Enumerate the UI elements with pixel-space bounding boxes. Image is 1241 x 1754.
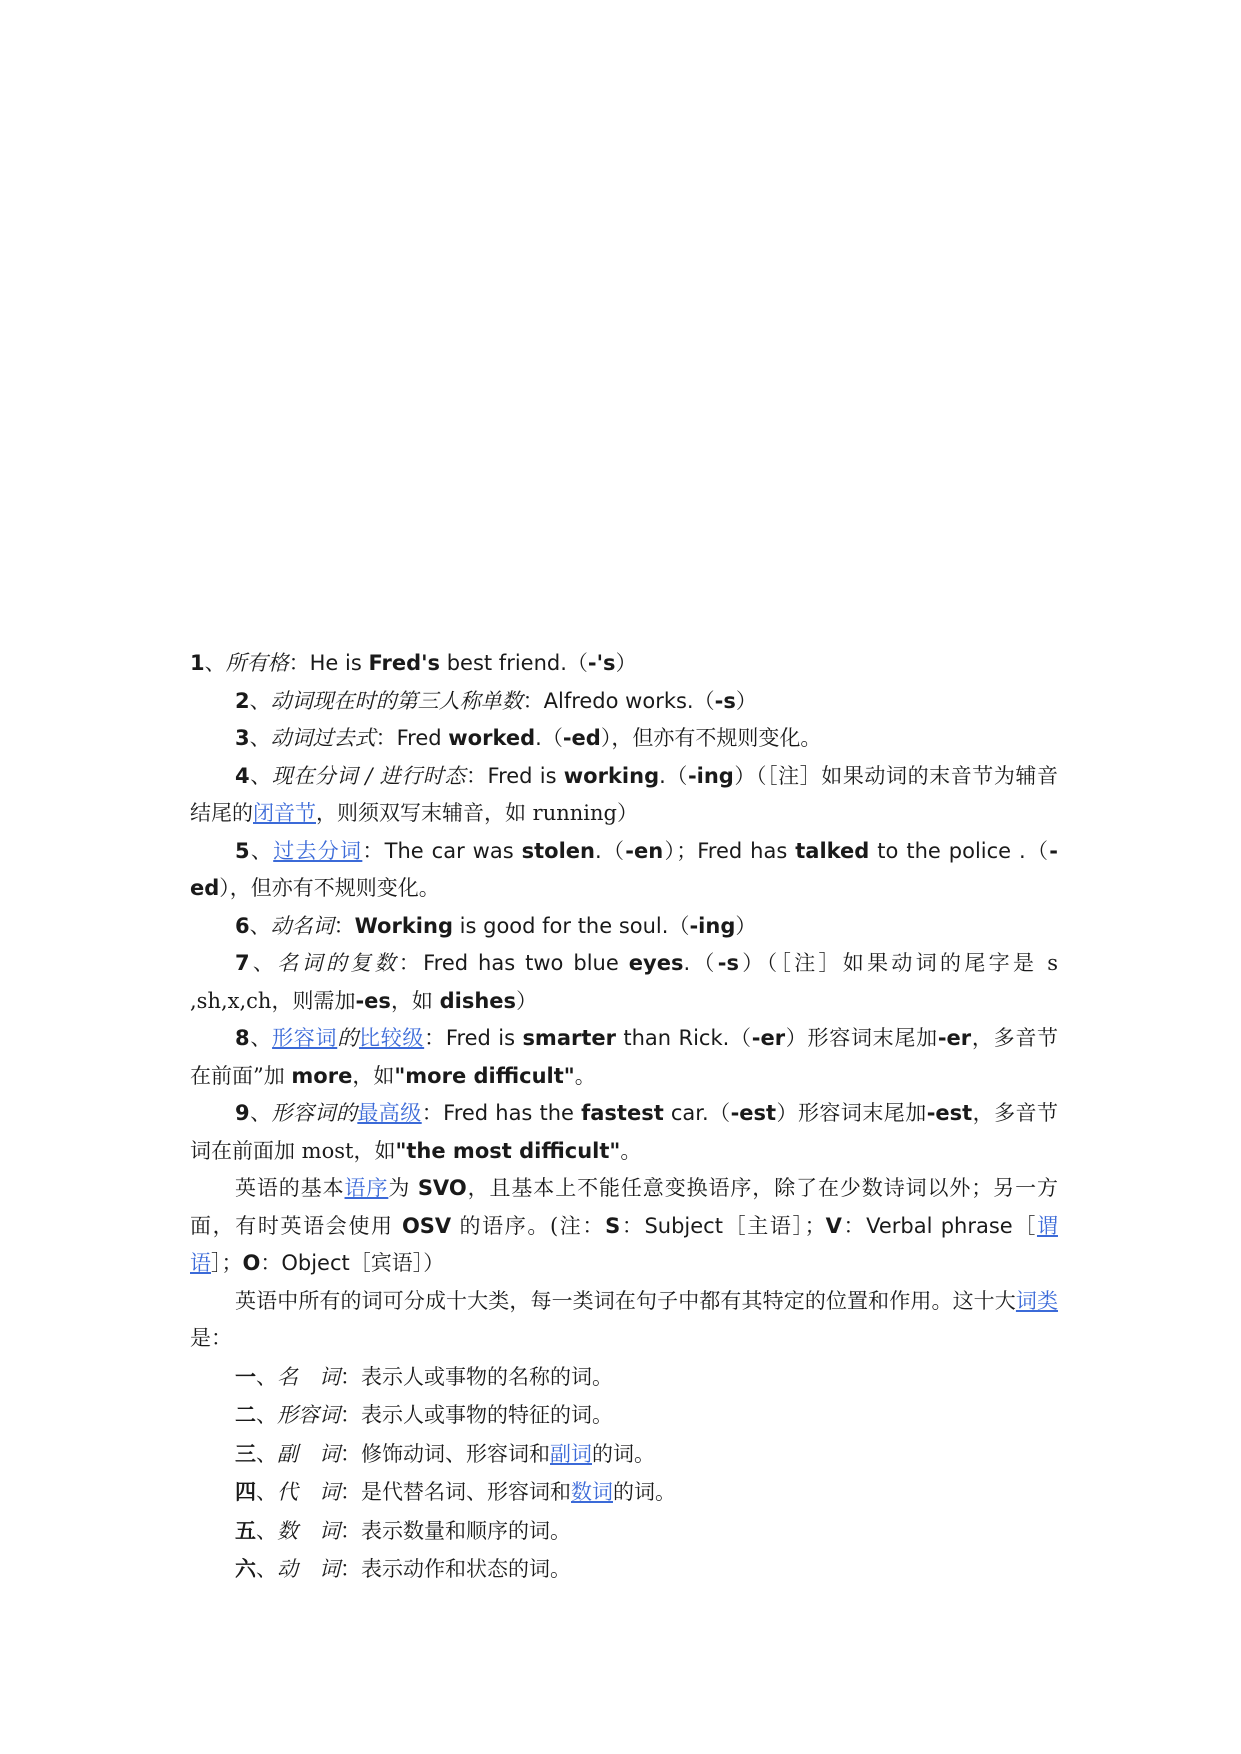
item-number: 6 <box>235 913 250 938</box>
word-class-item: 二、形容词：表示人或事物的特征的词。 <box>235 1402 613 1427</box>
link-word-order[interactable]: 语序 <box>344 1176 389 1200</box>
link-closed-syllable[interactable]: 闭音节 <box>253 801 316 825</box>
item-number: 2 <box>235 688 250 713</box>
rule-item-4: 4、现在分词 / 进行时态：Fred is working.（-ing）（［注］如果动词的末音节为辅音结尾的闭音节，则须双写末辅音，如 running） <box>190 763 1059 825</box>
rule-item-3: 3、动词过去式：Fred worked.（-ed），但亦有不规则变化。 <box>235 726 822 750</box>
term: 所有格 <box>225 651 289 675</box>
term: 名词的复数 <box>277 951 399 975</box>
rule-item-8: 8、形容词的比较级：Fred is smarter than Rick.（-er）形容词末尾加-er，多音节在前面”加 more，如"more difficult"。 <box>190 1026 1059 1088</box>
word-class-item: 一、名 词：表示人或事物的名称的词。 <box>235 1363 613 1389</box>
link-superlative[interactable]: 最高级 <box>357 1101 422 1125</box>
rule-item-7: 7、名词的复数：Fred has two blue eyes.（-s）（［注］如果动词的尾字是 s ,sh,x,ch，则需加-es，如 dishes） <box>190 951 1059 1013</box>
rule-item-1: 1、所有格：He is Fred's best friend.（-'s） <box>190 651 637 675</box>
word-class-item: 五、数 词：表示数量和顺序的词。 <box>235 1517 571 1543</box>
rule-item-9: 9、形容词的最高级：Fred has the fastest car.（-est）形容词末尾加-est，多音节词在前面加 most，如"the most difficult"。 <box>190 1101 1059 1163</box>
term: 动名词 <box>270 913 334 938</box>
link-predicate[interactable]: 谓语 <box>190 1213 1058 1275</box>
term: 现在分词 / 进行时态 <box>271 763 466 788</box>
term: 动词现在时的第三人称单数 <box>270 688 523 713</box>
word-class-item: 四、代 词：是代替名词、形容词和数词的词。 <box>235 1479 676 1504</box>
link-past-participle[interactable]: 过去分词 <box>273 838 363 863</box>
term: 动词过去式 <box>270 726 376 750</box>
item-number: 5 <box>235 838 250 863</box>
item-number: 1 <box>190 651 205 675</box>
item-number: 4 <box>235 763 250 788</box>
document-body <box>190 645 1058 1589</box>
link-adverb[interactable]: 副词 <box>550 1441 592 1466</box>
word-class-item: 六、动 词：表示动作和状态的词。 <box>235 1556 571 1581</box>
word-class-item: 三、副 词：修饰动词、形容词和副词的词。 <box>235 1440 655 1466</box>
rule-item-5: 5、过去分词：The car was stolen.（-en）；Fred has talked to the police .（-ed），但亦有不规则变化。 <box>190 838 1059 900</box>
link-comparative[interactable]: 比较级 <box>358 1026 425 1050</box>
word-order-paragraph: 英语的基本语序为 SVO，且基本上不能任意变换语序，除了在少数诗词以外；另一方面，有时英语会使用 OSV 的语序。(注：S：Subject［主语］；V：Verbal phrase［谓语］；O：Object［宾语］） <box>190 1176 1059 1275</box>
link-adjective[interactable]: 形容词 <box>272 1026 338 1050</box>
item-number: 7 <box>235 951 250 975</box>
link-word-classes[interactable]: 词类 <box>1015 1288 1059 1313</box>
item-number: 3 <box>235 726 250 750</box>
link-numeral[interactable]: 数词 <box>571 1480 613 1504</box>
rule-item-6: 6、动名词：Working is good for the soul.（-ing） <box>235 913 757 938</box>
rule-item-2: 2、动词现在时的第三人称单数：Alfredo works.（-s） <box>235 688 757 713</box>
word-classes-intro: 英语中所有的词可分成十大类，每一类词在句子中都有其特定的位置和作用。这十大词类是： <box>190 1288 1059 1350</box>
item-number: 8 <box>235 1026 250 1050</box>
item-number: 9 <box>235 1101 250 1125</box>
